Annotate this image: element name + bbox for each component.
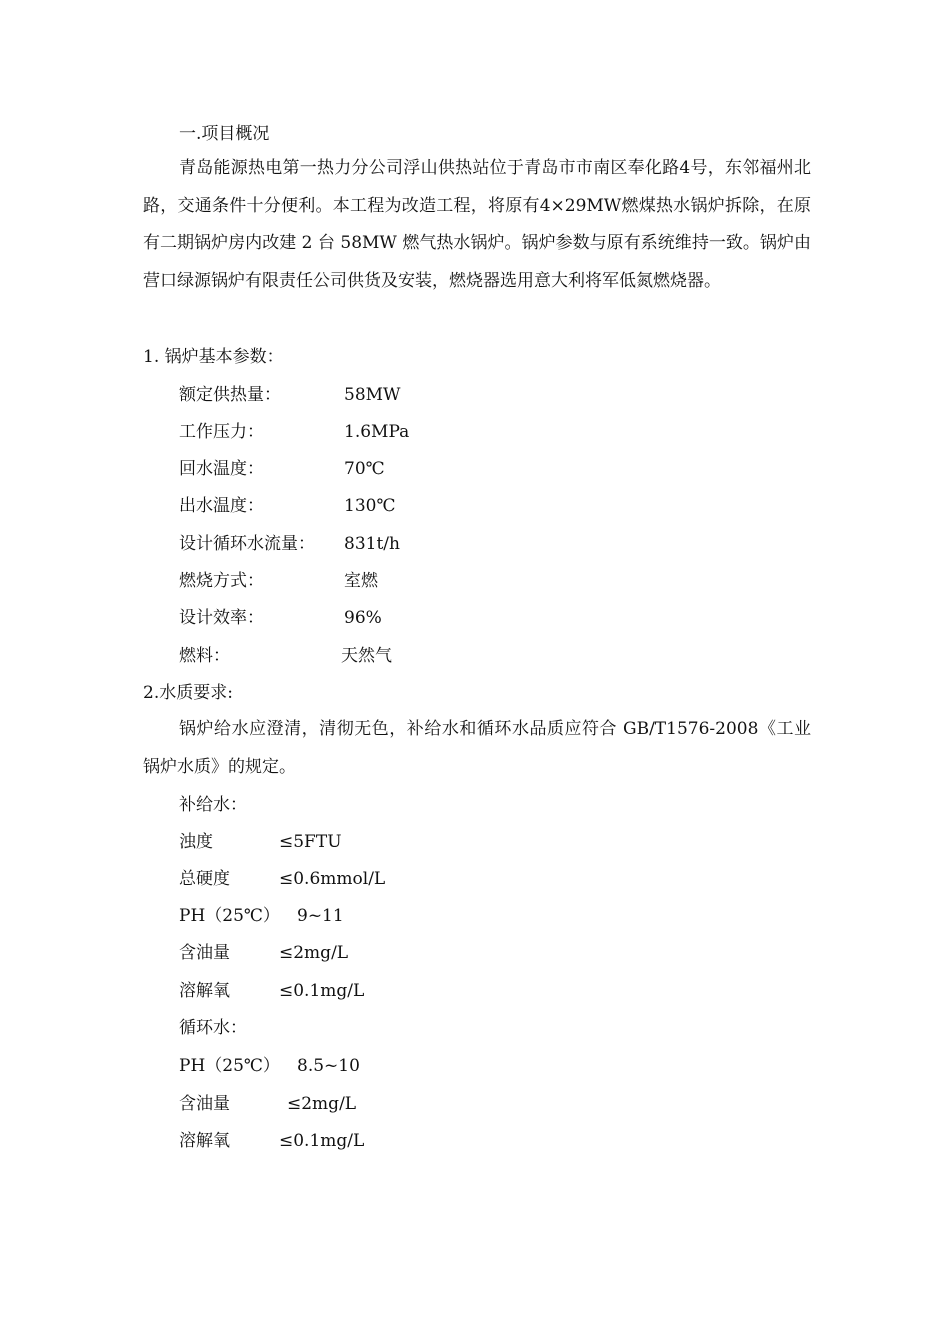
param-row [179,608,382,628]
water-quality-heading: 2.水质要求: [143,683,233,703]
param-row [179,422,410,442]
param-value: 130℃ [344,496,396,516]
makeup-label: 总硬度 [179,869,230,889]
circulating-row [179,1056,360,1076]
param-value: 室燃 [344,571,378,591]
param-value: 96% [344,608,382,628]
param-label: 回水温度： [179,459,264,479]
param-row [179,385,401,405]
param-value: 831t/h [344,534,400,554]
makeup-label: 含油量 [179,943,230,963]
makeup-water-heading: 补给水： [179,795,247,815]
circulating-water-heading: 循环水： [179,1018,247,1038]
makeup-label: PH（25℃） [179,906,280,926]
param-value: 天然气 [341,646,392,666]
param-value: 58MW [344,385,401,405]
param-row [179,534,400,554]
makeup-value: ≤0.1mg/L [279,981,365,1001]
circulating-value: 8.5~10 [297,1056,360,1076]
param-value: 1.6MPa [344,422,410,442]
makeup-value: ≤2mg/L [279,943,349,963]
param-value: 70℃ [344,459,385,479]
makeup-value: ≤0.6mmol/L [279,869,386,889]
param-row [179,496,396,516]
makeup-row [179,943,349,963]
makeup-row [179,981,365,1001]
param-label: 燃料： [179,646,230,666]
overview-paragraph: 青岛能源热电第一热力分公司浮山供热站位于青岛市市南区奉化路4号，东邻福州北路，交通条件十分便利。本工程为改造工程，将原有4×29MW燃煤热水锅炉拆除，在原有二期锅炉房内改建 2 台 58MW 燃气热水锅炉。锅炉参数与原有系统维持一致。锅炉由营口绿源锅炉有限责任公司供货及安装，燃烧器选用意大利将军低氮燃烧器。 [143,158,811,291]
circulating-row [179,1094,357,1114]
makeup-value: ≤5FTU [279,832,342,852]
makeup-label: 浊度 [179,832,213,852]
boiler-params-heading: 1. 锅炉基本参数： [143,347,284,367]
param-label: 额定供热量： [179,385,281,405]
makeup-row [179,906,344,926]
circulating-value: ≤2mg/L [287,1094,357,1114]
circulating-label: PH（25℃） [179,1056,280,1076]
param-label: 设计效率： [179,608,264,628]
makeup-value: 9~11 [297,906,344,926]
section-heading-overview: 一.项目概况 [179,124,270,144]
param-label: 出水温度： [179,496,264,516]
makeup-label: 溶解氧 [179,981,230,1001]
param-row [179,571,378,591]
circulating-label: 溶解氧 [179,1131,230,1151]
param-label: 设计循环水流量： [179,534,315,554]
param-label: 燃烧方式： [179,571,264,591]
water-quality-paragraph: 锅炉给水应澄清，清彻无色，补给水和循环水品质应符合 GB/T1576-2008《工业锅炉水质》的规定。 [143,719,811,777]
circulating-label: 含油量 [179,1094,230,1114]
makeup-row [179,832,342,852]
param-row [179,459,385,479]
param-row [179,646,392,666]
makeup-row [179,869,386,889]
circulating-value: ≤0.1mg/L [279,1131,365,1151]
circulating-row [179,1131,365,1151]
param-label: 工作压力： [179,422,264,442]
